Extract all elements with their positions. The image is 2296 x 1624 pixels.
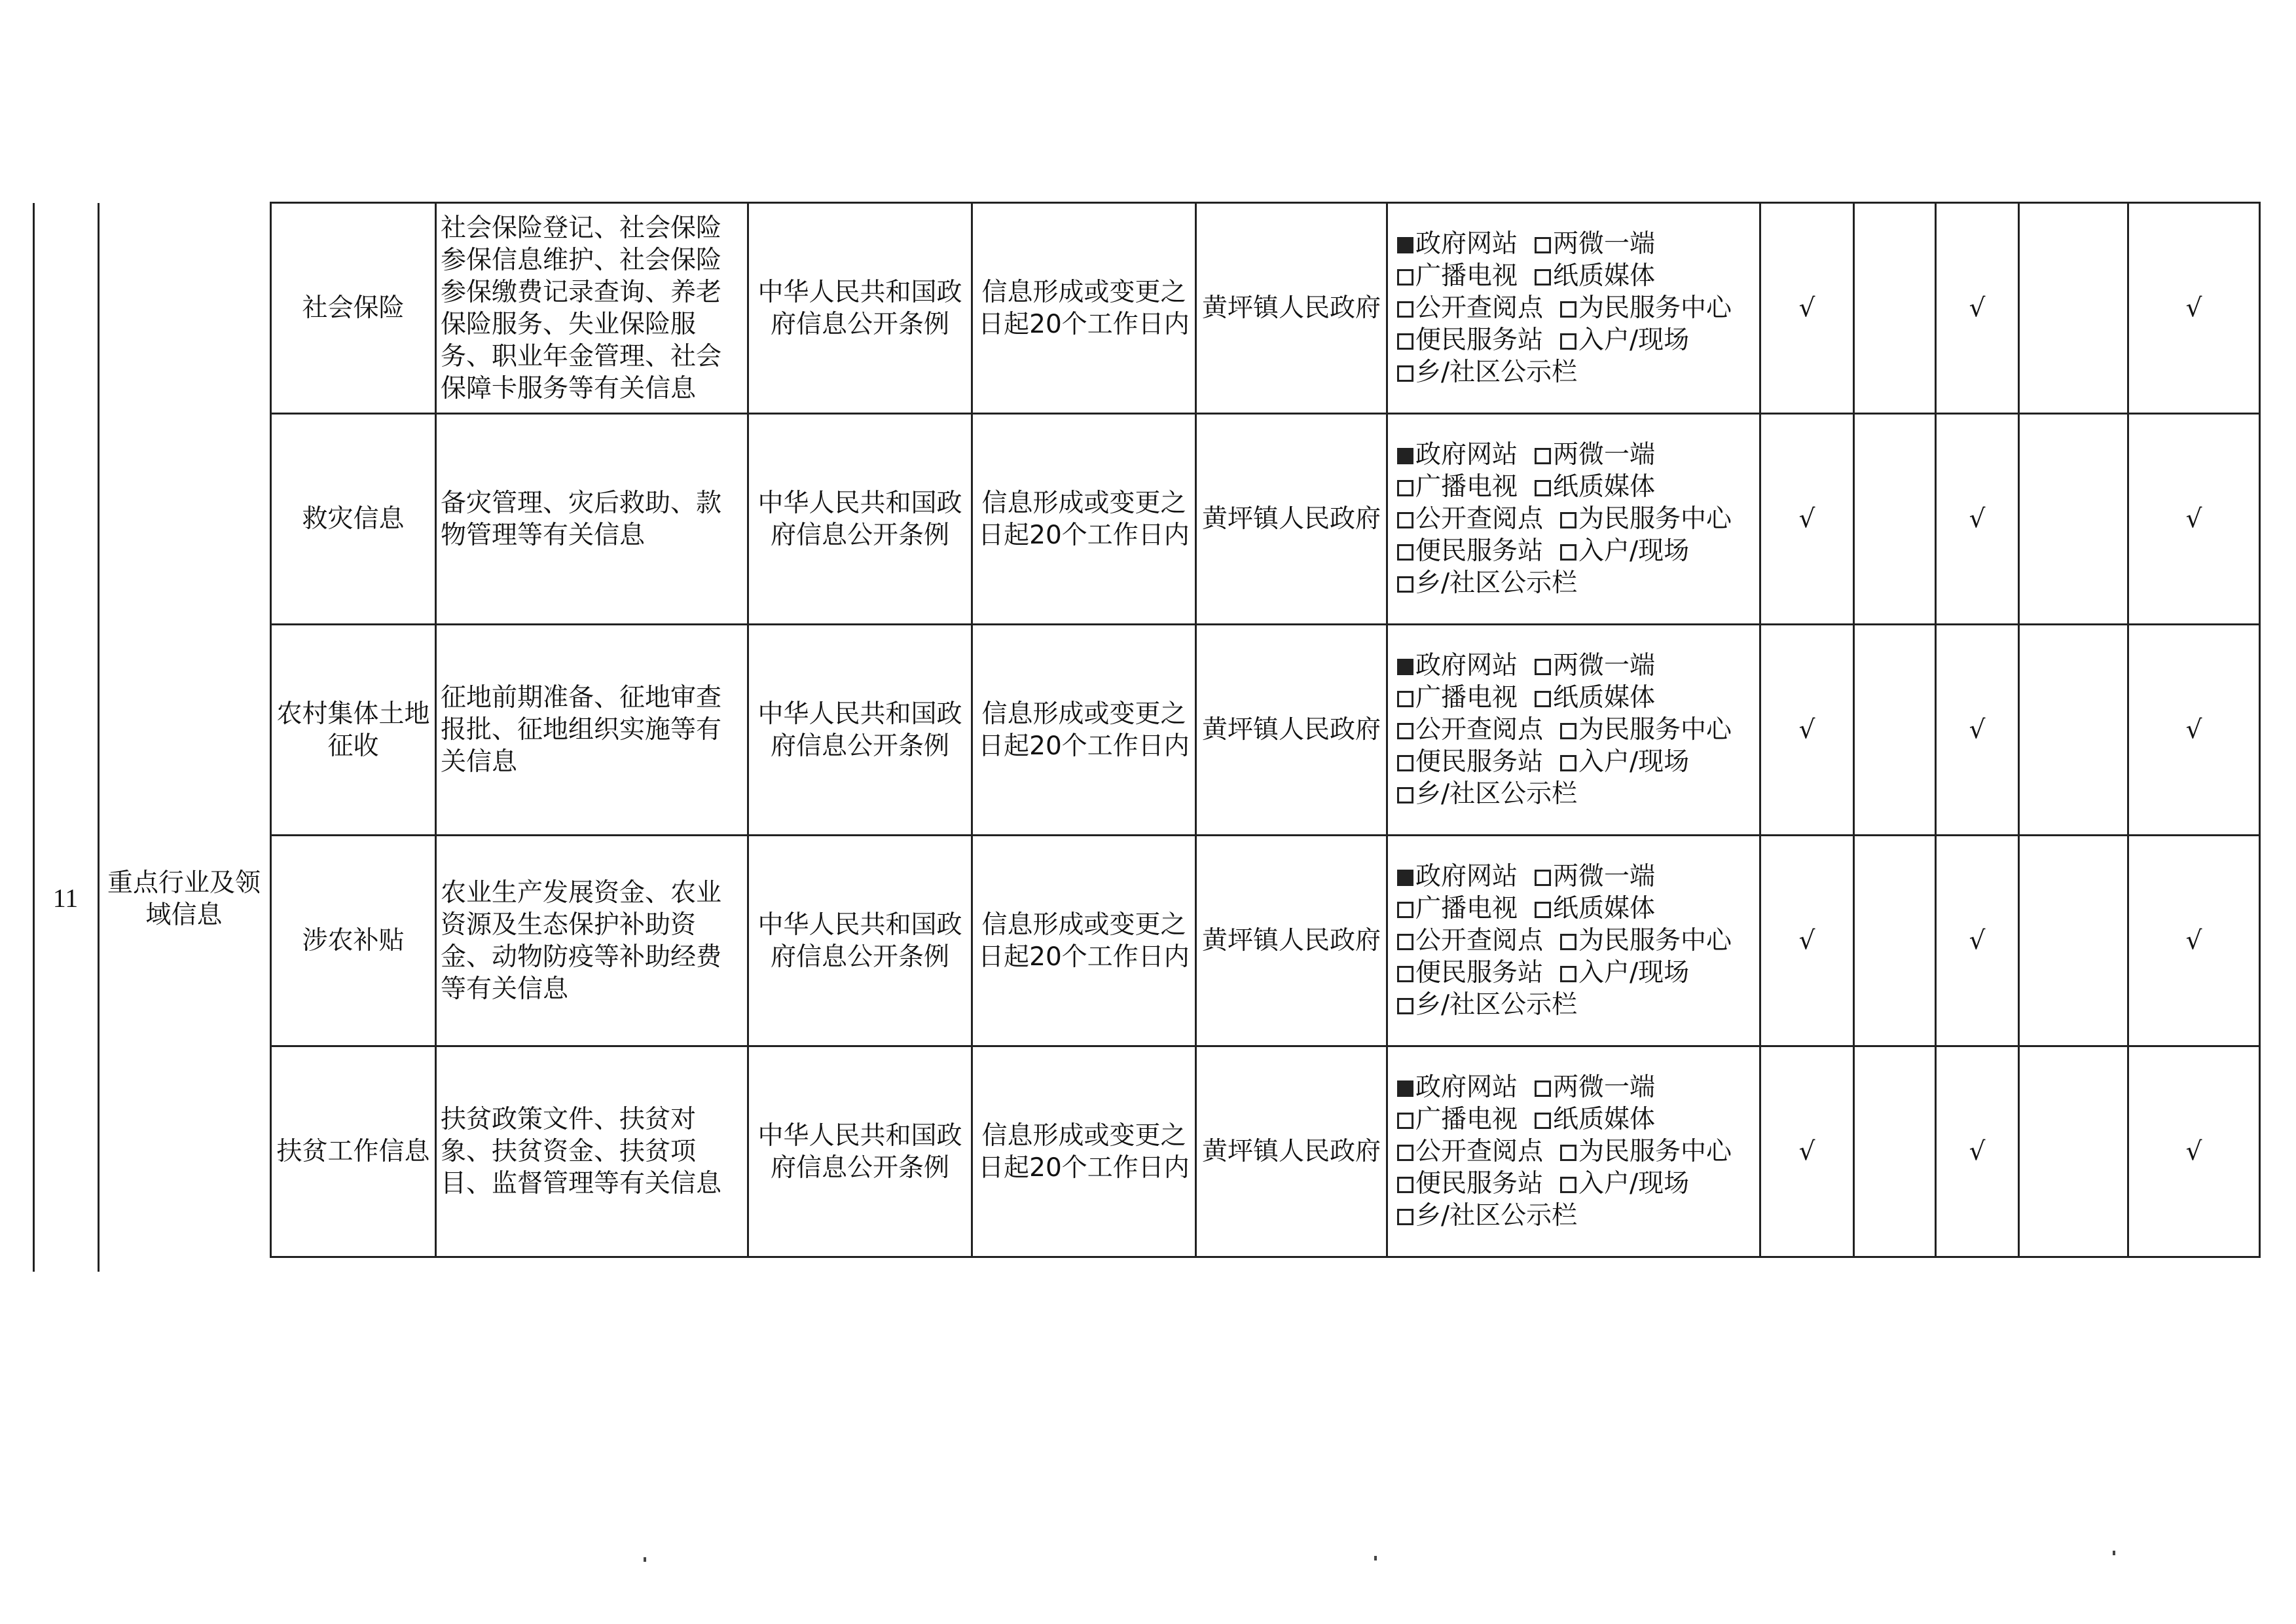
channel-option: [1560, 926, 1732, 955]
check-mark-cell: [2019, 1046, 2128, 1257]
channel-line: [1397, 503, 1755, 535]
channel-option: [1397, 358, 1577, 387]
channel-option: [1560, 1137, 1732, 1166]
subject-cell: 黄坪镇人民政府: [1196, 203, 1387, 414]
checkbox-icon: [1397, 301, 1413, 318]
checkbox-icon: [1397, 544, 1413, 561]
channel-line: [1397, 228, 1755, 260]
checkbox-icon: [1397, 576, 1413, 593]
channel-line: [1397, 471, 1755, 503]
check-mark-cell: √: [1760, 836, 1854, 1046]
checked-box-icon: [1397, 1080, 1413, 1097]
channel-option: [1397, 1137, 1543, 1166]
checkbox-icon: [1560, 966, 1576, 982]
channel-line: [1397, 714, 1755, 746]
channel-label: 乡/社区公示栏: [1415, 779, 1578, 809]
checkbox-icon: [1535, 870, 1551, 886]
channel-cell: [1387, 203, 1760, 414]
channel-label: 便民服务站: [1415, 1169, 1544, 1198]
channel-label: 为民服务中心: [1578, 715, 1732, 745]
time-limit-cell: 信息形成或变更之日起20个工作日内: [972, 1046, 1196, 1257]
basis-cell: 中华人民共和国政府信息公开条例: [748, 625, 972, 836]
time-limit-cell: 信息形成或变更之日起20个工作日内: [972, 203, 1196, 414]
channel-line: [1397, 893, 1755, 925]
item-name-cell: 扶贫工作信息: [271, 1046, 436, 1257]
channel-label: 便民服务站: [1415, 747, 1544, 777]
checkbox-icon: [1535, 1113, 1551, 1129]
channel-line: [1397, 746, 1755, 778]
channel-label: 乡/社区公示栏: [1415, 568, 1578, 598]
checkbox-icon: [1535, 902, 1551, 918]
channel-line: [1397, 535, 1755, 567]
channel-label: 公开查阅点: [1415, 1137, 1544, 1166]
channel-option: [1397, 568, 1577, 598]
channel-option: [1560, 504, 1732, 534]
channel-line: [1397, 682, 1755, 714]
basis-cell: 中华人民共和国政府信息公开条例: [748, 414, 972, 625]
channel-option: [1560, 1169, 1689, 1198]
channel-option: [1535, 894, 1655, 923]
check-mark-cell: [2019, 625, 2128, 836]
item-description-cell: 农业生产发展资金、农业资源及生态保护补助资金、动物防疫等补助经费等有关信息: [436, 836, 748, 1046]
checkbox-icon: [1560, 333, 1576, 350]
checked-box-icon: [1397, 448, 1413, 464]
item-name-cell: 涉农补贴: [271, 836, 436, 1046]
check-mark-cell: √: [2128, 414, 2260, 625]
basis-cell: 中华人民共和国政府信息公开条例: [748, 836, 972, 1046]
channel-option: [1397, 926, 1543, 955]
subject-cell: 黄坪镇人民政府: [1196, 414, 1387, 625]
channel-option: [1535, 683, 1655, 712]
channel-label: 纸质媒体: [1553, 472, 1656, 502]
channel-label: 政府网站: [1415, 1073, 1518, 1102]
channel-option: [1397, 504, 1543, 534]
check-mark-cell: [1854, 625, 1936, 836]
channel-line: [1397, 567, 1755, 599]
channel-label: 便民服务站: [1415, 325, 1544, 355]
checkbox-icon: [1535, 269, 1551, 286]
channel-label: 入户/现场: [1578, 958, 1690, 987]
channel-option: [1397, 862, 1518, 891]
table-row: [271, 836, 2260, 1046]
channel-cell: [1387, 836, 1760, 1046]
channel-option: [1535, 1073, 1655, 1102]
channel-label: 纸质媒体: [1553, 261, 1656, 291]
channel-option: [1397, 293, 1543, 323]
scan-speck: [1374, 1556, 1377, 1560]
channel-cell: [1387, 625, 1760, 836]
channel-option: [1397, 536, 1543, 566]
channel-line: [1397, 989, 1755, 1021]
channel-label: 纸质媒体: [1553, 683, 1656, 712]
channel-option: [1535, 261, 1655, 291]
channel-label: 广播电视: [1415, 683, 1518, 712]
channel-line: [1397, 778, 1755, 810]
channel-label: 公开查阅点: [1415, 504, 1544, 534]
check-mark-cell: √: [1936, 625, 2019, 836]
channel-label: 便民服务站: [1415, 536, 1544, 566]
channel-line: [1397, 260, 1755, 292]
checkbox-icon: [1397, 1145, 1413, 1161]
checkbox-icon: [1397, 269, 1413, 286]
checkbox-icon: [1397, 691, 1413, 707]
channel-label: 政府网站: [1415, 229, 1518, 259]
channel-label: 纸质媒体: [1553, 894, 1656, 923]
check-mark-cell: √: [2128, 1046, 2260, 1257]
item-description-cell: 社会保险登记、社会保险参保信息维护、社会保险参保缴费记录查询、养老保险服务、失业保险服务、职业年金管理、社会保障卡服务等有关信息: [436, 203, 748, 414]
table-row: [271, 625, 2260, 836]
checkbox-icon: [1535, 237, 1551, 253]
checked-box-icon: [1397, 659, 1413, 675]
channel-label: 为民服务中心: [1578, 1137, 1732, 1166]
channel-line: [1397, 925, 1755, 957]
checkbox-icon: [1397, 1113, 1413, 1129]
check-mark-cell: √: [1936, 1046, 2019, 1257]
table-body: [271, 203, 2260, 1257]
channel-option: [1397, 715, 1543, 745]
check-mark-cell: √: [2128, 836, 2260, 1046]
checked-box-icon: [1397, 237, 1413, 253]
checkbox-icon: [1535, 448, 1551, 464]
checked-box-icon: [1397, 870, 1413, 886]
check-mark-cell: [1854, 414, 1936, 625]
checkbox-icon: [1535, 480, 1551, 496]
channel-option: [1535, 440, 1655, 470]
channel-label: 两微一端: [1553, 862, 1656, 891]
channel-option: [1397, 229, 1518, 259]
check-mark-cell: √: [2128, 625, 2260, 836]
channel-option: [1560, 293, 1732, 323]
channel-option: [1560, 715, 1732, 745]
check-mark-cell: √: [1760, 625, 1854, 836]
left-border-inner: [98, 203, 100, 1272]
check-mark-cell: √: [1760, 203, 1854, 414]
channel-option: [1560, 747, 1689, 777]
check-mark-cell: [2019, 836, 2128, 1046]
time-limit-cell: 信息形成或变更之日起20个工作日内: [972, 625, 1196, 836]
channel-label: 为民服务中心: [1578, 504, 1732, 534]
checkbox-icon: [1560, 512, 1576, 528]
channel-option: [1397, 779, 1577, 809]
check-mark-cell: √: [2128, 203, 2260, 414]
item-name-cell: 社会保险: [271, 203, 436, 414]
channel-line: [1397, 324, 1755, 356]
channel-label: 入户/现场: [1578, 325, 1690, 355]
channel-option: [1397, 472, 1518, 502]
channel-option: [1535, 229, 1655, 259]
channel-label: 广播电视: [1415, 261, 1518, 291]
channel-line: [1397, 1168, 1755, 1200]
checkbox-icon: [1397, 512, 1413, 528]
checkbox-icon: [1560, 723, 1576, 739]
channel-label: 乡/社区公示栏: [1415, 1201, 1578, 1230]
channel-line: [1397, 439, 1755, 471]
checkbox-icon: [1560, 544, 1576, 561]
checkbox-icon: [1535, 691, 1551, 707]
channel-option: [1397, 958, 1543, 987]
channel-label: 乡/社区公示栏: [1415, 358, 1578, 387]
subject-cell: 黄坪镇人民政府: [1196, 625, 1387, 836]
check-mark-cell: [1854, 203, 1936, 414]
channel-line: [1397, 1135, 1755, 1168]
check-mark-cell: √: [1760, 1046, 1854, 1257]
channel-line: [1397, 1103, 1755, 1135]
table-row: [271, 414, 2260, 625]
channel-label: 政府网站: [1415, 440, 1518, 470]
channel-label: 两微一端: [1553, 440, 1656, 470]
checkbox-icon: [1560, 301, 1576, 318]
subject-cell: 黄坪镇人民政府: [1196, 836, 1387, 1046]
checkbox-icon: [1397, 787, 1413, 803]
checkbox-icon: [1397, 934, 1413, 950]
time-limit-cell: 信息形成或变更之日起20个工作日内: [972, 414, 1196, 625]
channel-option: [1560, 325, 1689, 355]
channel-label: 入户/现场: [1578, 1169, 1690, 1198]
channel-cell: [1387, 414, 1760, 625]
scan-speck: [2113, 1551, 2115, 1555]
check-mark-cell: [2019, 203, 2128, 414]
channel-label: 公开查阅点: [1415, 715, 1544, 745]
left-border-outer: [33, 203, 35, 1272]
checkbox-icon: [1397, 998, 1413, 1014]
basis-cell: 中华人民共和国政府信息公开条例: [748, 1046, 972, 1257]
channel-option: [1560, 536, 1689, 566]
check-mark-cell: [1854, 836, 1936, 1046]
table-row: [271, 203, 2260, 414]
item-description-cell: 扶贫政策文件、扶贫对象、扶贫资金、扶贫项目、监督管理等有关信息: [436, 1046, 748, 1257]
channel-line: [1397, 860, 1755, 893]
channel-option: [1397, 651, 1518, 680]
channel-label: 政府网站: [1415, 651, 1518, 680]
item-name-cell: 救灾信息: [271, 414, 436, 625]
item-name-cell: 农村集体土地征收: [271, 625, 436, 836]
channel-line: [1397, 650, 1755, 682]
checkbox-icon: [1535, 659, 1551, 675]
channel-option: [1535, 651, 1655, 680]
channel-option: [1397, 1169, 1543, 1198]
sequence-number: 11: [52, 883, 79, 913]
channel-label: 两微一端: [1553, 229, 1656, 259]
channel-option: [1397, 683, 1518, 712]
channel-option: [1397, 1201, 1577, 1230]
channel-label: 为民服务中心: [1578, 926, 1732, 955]
channel-label: 公开查阅点: [1415, 926, 1544, 955]
checkbox-icon: [1397, 966, 1413, 982]
checkbox-icon: [1397, 902, 1413, 918]
check-mark-cell: √: [1936, 836, 2019, 1046]
channel-label: 广播电视: [1415, 894, 1518, 923]
checkbox-icon: [1397, 480, 1413, 496]
channel-option: [1397, 261, 1518, 291]
channel-line: [1397, 957, 1755, 989]
checkbox-icon: [1397, 723, 1413, 739]
channel-label: 公开查阅点: [1415, 293, 1544, 323]
channel-label: 两微一端: [1553, 1073, 1656, 1102]
channel-label: 入户/现场: [1578, 536, 1690, 566]
category-label: 重点行业及领域信息: [107, 868, 261, 930]
channel-option: [1397, 325, 1543, 355]
channel-option: [1535, 862, 1655, 891]
channel-label: 广播电视: [1415, 472, 1518, 502]
check-mark-cell: [2019, 414, 2128, 625]
checkbox-icon: [1397, 333, 1413, 350]
channel-label: 两微一端: [1553, 651, 1656, 680]
check-mark-cell: [1854, 1046, 1936, 1257]
checkbox-icon: [1560, 934, 1576, 950]
channel-line: [1397, 356, 1755, 388]
check-mark-cell: √: [1760, 414, 1854, 625]
checkbox-icon: [1397, 365, 1413, 382]
checkbox-icon: [1560, 1145, 1576, 1161]
channel-option: [1397, 990, 1577, 1020]
channel-label: 纸质媒体: [1553, 1105, 1656, 1134]
channel-option: [1397, 1105, 1518, 1134]
checkbox-icon: [1397, 1177, 1413, 1193]
channel-label: 为民服务中心: [1578, 293, 1732, 323]
channel-option: [1397, 894, 1518, 923]
channel-line: [1397, 1200, 1755, 1232]
channel-line: [1397, 1071, 1755, 1103]
channel-line: [1397, 292, 1755, 324]
checkbox-icon: [1560, 1177, 1576, 1193]
channel-label: 乡/社区公示栏: [1415, 990, 1578, 1020]
channel-option: [1535, 472, 1655, 502]
item-description-cell: 征地前期准备、征地审查报批、征地组织实施等有关信息: [436, 625, 748, 836]
channel-cell: [1387, 1046, 1760, 1257]
check-mark-cell: √: [1936, 414, 2019, 625]
check-mark-cell: √: [1936, 203, 2019, 414]
channel-option: [1397, 747, 1543, 777]
checkbox-icon: [1397, 1209, 1413, 1225]
checkbox-icon: [1535, 1080, 1551, 1097]
subject-cell: 黄坪镇人民政府: [1196, 1046, 1387, 1257]
table-row: [271, 1046, 2260, 1257]
time-limit-cell: 信息形成或变更之日起20个工作日内: [972, 836, 1196, 1046]
channel-label: 入户/现场: [1578, 747, 1690, 777]
channel-option: [1397, 1073, 1518, 1102]
checkbox-icon: [1560, 755, 1576, 771]
disclosure-table: [270, 202, 2261, 1258]
channel-label: 便民服务站: [1415, 958, 1544, 987]
checkbox-icon: [1397, 755, 1413, 771]
channel-label: 政府网站: [1415, 862, 1518, 891]
item-description-cell: 备灾管理、灾后救助、款物管理等有关信息: [436, 414, 748, 625]
channel-option: [1560, 958, 1689, 987]
basis-cell: 中华人民共和国政府信息公开条例: [748, 203, 972, 414]
channel-option: [1397, 440, 1518, 470]
channel-option: [1535, 1105, 1655, 1134]
scan-speck: [644, 1557, 646, 1562]
channel-label: 广播电视: [1415, 1105, 1518, 1134]
